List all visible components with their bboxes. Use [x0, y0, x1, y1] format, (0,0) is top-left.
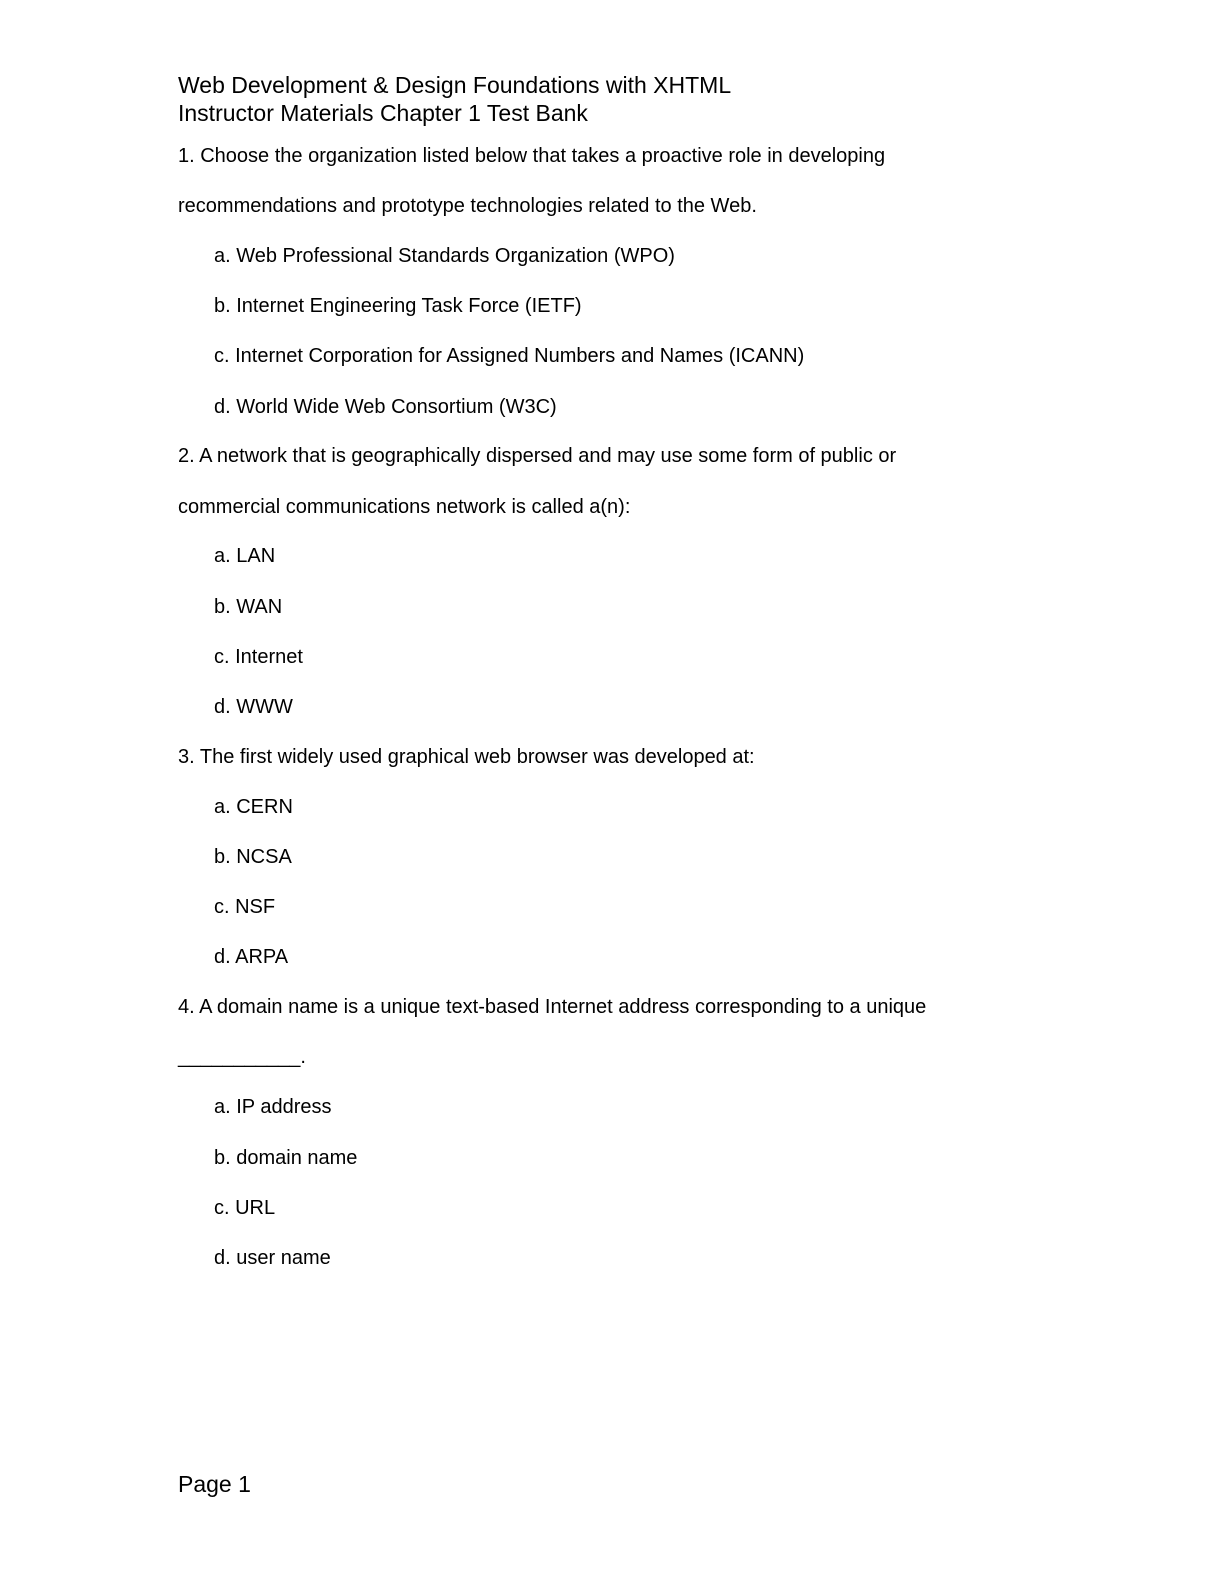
- question-1-option-a: a. Web Professional Standards Organization (WPO): [214, 245, 675, 267]
- question-2-text: 2. A network that is geographically dispersed and may use some form of public or: [178, 445, 897, 467]
- question-4-text: 4. A domain name is a unique text-based Internet address corresponding to a unique: [178, 996, 927, 1018]
- question-4-option-a: a. IP address: [214, 1096, 332, 1118]
- question-3-text: 3. The first widely used graphical web browser was developed at:: [178, 746, 755, 768]
- question-3-option-a: a. CERN: [214, 796, 293, 818]
- question-2-option-d: d. WWW: [214, 696, 293, 718]
- document-title: Web Development & Design Foundations with XHTML: [178, 72, 732, 98]
- question-2-option-a: a. LAN: [214, 545, 276, 567]
- question-4-option-c: c. URL: [214, 1197, 276, 1219]
- question-3-option-c: c. NSF: [214, 896, 276, 918]
- question-3-option-b: b. NCSA: [214, 846, 292, 868]
- question-2-text-cont: commercial communications network is called a(n):: [178, 496, 631, 518]
- question-2-option-b: b. WAN: [214, 596, 283, 618]
- question-4-option-b: b. domain name: [214, 1147, 358, 1169]
- question-3-option-d: d. ARPA: [214, 946, 289, 968]
- question-1-option-d: d. World Wide Web Consortium (W3C): [214, 396, 557, 418]
- page-number: Page 1: [178, 1471, 251, 1497]
- question-1-option-c: c. Internet Corporation for Assigned Numbers and Names (ICANN): [214, 345, 805, 367]
- question-4-option-d: d. user name: [214, 1247, 331, 1269]
- question-1-text-cont: recommendations and prototype technologies related to the Web.: [178, 195, 757, 217]
- question-2-option-c: c. Internet: [214, 646, 303, 668]
- question-1-text: 1. Choose the organization listed below that takes a proactive role in developing: [178, 145, 886, 167]
- document-subtitle: Instructor Materials Chapter 1 Test Bank: [178, 100, 588, 126]
- document-header: [178, 71, 731, 127]
- question-4-blank: ___________.: [178, 1046, 306, 1068]
- question-1-option-b: b. Internet Engineering Task Force (IETF): [214, 295, 582, 317]
